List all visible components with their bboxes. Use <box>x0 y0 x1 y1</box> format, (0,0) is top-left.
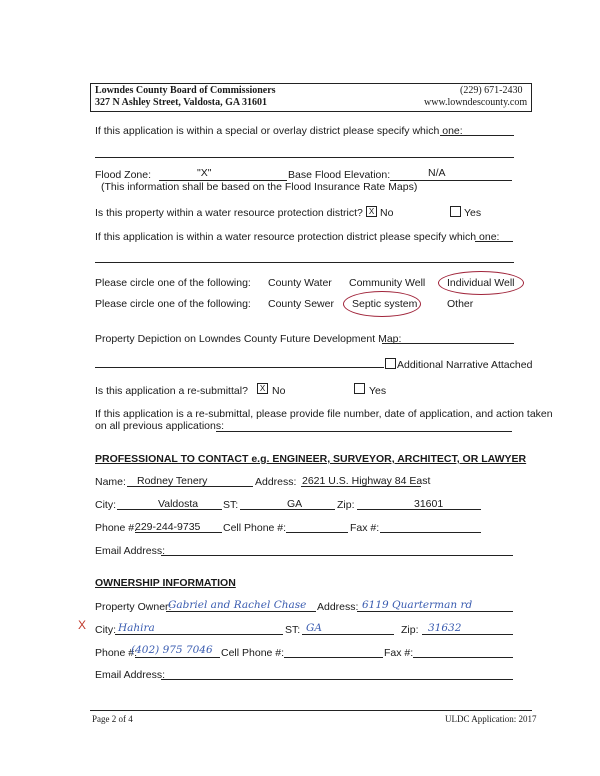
pro-address-value: 2621 U.S. Highway 84 East <box>302 475 431 487</box>
option-community-well[interactable]: Community Well <box>349 277 426 289</box>
water-protection-specify: If this application is within a water resource protection district please specify which one: <box>95 231 500 243</box>
owner-label: Property Owner: <box>95 601 172 613</box>
owner-cell-label: Cell Phone #: <box>221 647 285 659</box>
owner-fax-field[interactable] <box>413 657 513 658</box>
owner-st-value: GA <box>306 622 322 634</box>
pro-fax-label: Fax #: <box>350 522 380 534</box>
special-district-field[interactable] <box>440 135 514 136</box>
pro-name-value: Rodney Tenery <box>137 475 208 487</box>
additional-narrative-checkbox[interactable] <box>385 358 396 369</box>
pro-email-label: Email Address: <box>95 545 166 557</box>
professional-heading: PROFESSIONAL TO CONTACT e.g. ENGINEER, SURVEYOR, ARCHITECT, OR LAWYER <box>95 453 527 465</box>
future-map-field-line2[interactable] <box>95 367 384 368</box>
resubmittal-no-label: No <box>272 385 286 397</box>
pro-zip-value: 31601 <box>414 498 444 510</box>
base-flood-label: Base Flood Elevation: <box>288 169 391 181</box>
owner-st-label: ST: <box>285 624 301 636</box>
future-map-label: Property Depiction on Lowndes County Future Development Map: <box>95 333 402 345</box>
sewer-label: Please circle one of the following: <box>95 298 251 310</box>
owner-address-label: Address: <box>317 601 359 613</box>
pro-st-label: ST: <box>223 499 239 511</box>
water-protection-no-checkbox[interactable]: X <box>366 206 377 217</box>
pro-fax-field[interactable] <box>380 532 481 533</box>
water-source-label: Please circle one of the following: <box>95 277 251 289</box>
additional-narrative-label: Additional Narrative Attached <box>397 359 533 371</box>
future-map-field[interactable] <box>382 343 514 344</box>
owner-phone-label: Phone #: <box>95 647 138 659</box>
owner-fax-label: Fax #: <box>384 647 414 659</box>
footer-rule <box>90 710 532 711</box>
base-flood-value: N/A <box>428 167 446 179</box>
special-district-question: If this application is within a special or overlay district please specify which one: <box>95 125 463 137</box>
resubmittal-field[interactable] <box>216 431 512 432</box>
owner-zip-value: 31632 <box>428 622 462 634</box>
pro-cell-label: Cell Phone #: <box>223 522 287 534</box>
water-protection-field[interactable] <box>475 241 513 242</box>
flood-note: (This information shall be based on the Flood Insurance Rate Maps) <box>101 181 418 193</box>
flood-zone-value: "X" <box>197 167 212 179</box>
owner-phone-field[interactable] <box>135 657 220 658</box>
water-protection-no-label: No <box>380 207 394 219</box>
owner-city-value: Hahira <box>118 622 155 634</box>
pro-email-field[interactable] <box>161 555 513 556</box>
pro-city-value: Valdosta <box>158 498 199 510</box>
pro-zip-label: Zip: <box>337 499 355 511</box>
option-other[interactable]: Other <box>447 298 474 310</box>
flood-zone-label: Flood Zone: <box>95 169 152 181</box>
pro-name-label: Name: <box>95 476 126 488</box>
org-name: Lowndes County Board of Commissioners <box>95 85 276 96</box>
resubmittal-detail-line2: on all previous applications: <box>95 420 224 432</box>
org-website: www.lowndescounty.com <box>424 97 528 108</box>
org-address: 327 N Ashley Street, Valdosta, GA 31601 <box>95 97 268 108</box>
owner-email-label: Email Address: <box>95 669 166 681</box>
pro-city-label: City: <box>95 499 116 511</box>
resubmittal-no-checkbox[interactable]: X <box>257 383 268 394</box>
margin-x-mark: X <box>78 618 87 632</box>
footer-form: ULDC Application: 2017 <box>445 714 537 724</box>
owner-phone-value: (402) 975 7046 <box>131 644 213 656</box>
owner-city-field[interactable] <box>115 634 283 635</box>
resubmittal-yes-label: Yes <box>369 385 387 397</box>
owner-st-field[interactable] <box>302 634 394 635</box>
option-septic-system[interactable]: Septic system <box>352 298 418 310</box>
pro-phone-label: Phone #: <box>95 522 138 534</box>
owner-zip-label: Zip: <box>401 624 419 636</box>
water-protection-yes-label: Yes <box>464 207 482 219</box>
resubmittal-yes-checkbox[interactable] <box>354 383 365 394</box>
footer-page: Page 2 of 4 <box>92 714 133 724</box>
owner-field[interactable] <box>166 611 316 612</box>
owner-email-field[interactable] <box>161 679 513 680</box>
org-phone: (229) 671-2430 <box>460 85 523 96</box>
ownership-heading: OWNERSHIP INFORMATION <box>95 577 236 589</box>
resubmittal-detail-line1: If this application is a re-submittal, please provide file number, date of application, and action taken <box>95 408 553 420</box>
pro-phone-value: 229-244-9735 <box>135 521 201 533</box>
resubmittal-question: Is this application a re-submittal? <box>95 385 248 397</box>
water-protection-question: Is this property within a water resource protection district? <box>95 207 363 219</box>
owner-zip-field[interactable] <box>422 634 513 635</box>
option-individual-well[interactable]: Individual Well <box>447 277 515 289</box>
option-county-sewer[interactable]: County Sewer <box>268 298 334 310</box>
owner-value: Gabriel and Rachel Chase <box>168 599 307 611</box>
pro-st-value: GA <box>287 498 303 510</box>
option-county-water[interactable]: County Water <box>268 277 332 289</box>
owner-cell-field[interactable] <box>284 657 383 658</box>
pro-address-label: Address: <box>255 476 297 488</box>
pro-cell-field[interactable] <box>286 532 348 533</box>
owner-address-value: 6119 Quarterman rd <box>362 599 473 611</box>
owner-city-label: City: <box>95 624 116 636</box>
special-district-field-line2[interactable] <box>95 157 514 158</box>
water-protection-yes-checkbox[interactable] <box>450 206 461 217</box>
owner-address-field[interactable] <box>357 611 513 612</box>
water-protection-field-line2[interactable] <box>95 262 514 263</box>
